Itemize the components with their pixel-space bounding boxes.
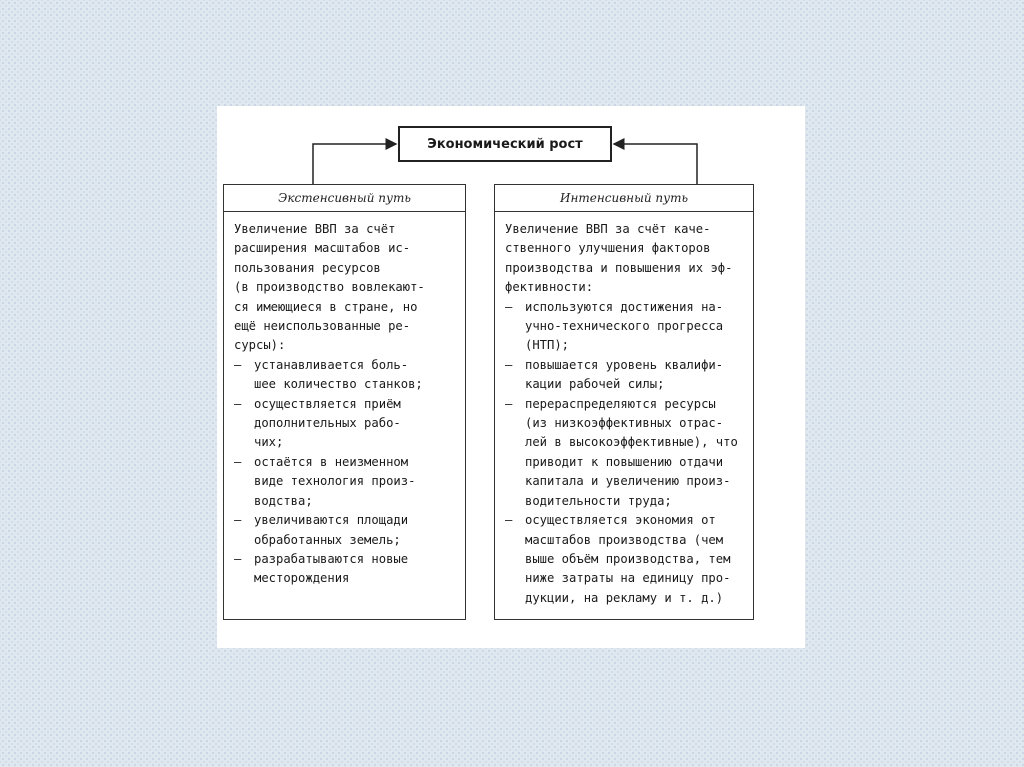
list-item: — увеличиваются площади — [234, 511, 459, 530]
bullet-dash: — — [505, 396, 513, 411]
list-item: — осуществляется приём — [234, 395, 459, 414]
extensive-path-column — [223, 184, 466, 620]
list-item-continuation: ниже затраты на единицу про- — [525, 571, 731, 586]
bullet-dash: — — [234, 454, 242, 469]
slide — [217, 106, 805, 648]
list-item-continuation: (НТП); — [525, 338, 570, 353]
intro-line: производства и повышения их эф- — [505, 260, 733, 275]
intro-line: ся имеющиеся в стране, но — [234, 299, 418, 314]
list-item-continuation: виде технология произ- — [254, 474, 416, 489]
list-item: — разрабатываются новые — [234, 550, 459, 569]
bullet-dash: — — [234, 551, 242, 566]
list-item: — перераспределяются ресурсы — [505, 395, 747, 414]
bullet-dash: — — [505, 299, 513, 314]
left-connector — [313, 144, 396, 184]
list-item: — устанавливается боль- — [234, 356, 459, 375]
list-item-continuation: выше объём производства, тем — [525, 551, 731, 566]
list-item-continuation: (из низкоэффективных отрас- — [525, 416, 724, 431]
bullet-dash: — — [234, 396, 242, 411]
intro-line: пользования ресурсов — [234, 260, 381, 275]
list-item-continuation: капитала и увеличению произ- — [525, 474, 731, 489]
list-item-continuation: лей в высокоэффективные), что — [525, 435, 738, 450]
bullet-dash: — — [505, 357, 513, 372]
intro-line: сурсы): — [234, 338, 286, 353]
list-item-continuation: обработанных земель; — [254, 532, 401, 547]
list-item-continuation: учно-технического прогресса — [525, 319, 724, 334]
intensive-path-column — [494, 184, 754, 620]
intensive-path-header: Интенсивный путь — [495, 185, 753, 212]
list-item-continuation: дополнительных рабо- — [254, 416, 401, 431]
intro-line: (в производство вовлекают- — [234, 280, 425, 295]
intro-line: ещё неиспользованные ре- — [234, 319, 411, 334]
list-item: — используются достижения на- — [505, 298, 747, 317]
intro-line: Увеличение ВВП за счёт каче- — [505, 222, 711, 236]
list-item-continuation: чих; — [254, 435, 284, 450]
bullet-dash: — — [234, 513, 242, 528]
list-item-continuation: кации рабочей силы; — [525, 377, 665, 392]
list-item: — осуществляется экономия от — [505, 511, 747, 530]
list-item-continuation: месторождения — [254, 571, 350, 586]
intensive-path-body — [495, 212, 753, 608]
list-item-continuation: приводит к повышению отдачи — [525, 454, 724, 469]
list-item-continuation: масштабов производства (чем — [525, 532, 724, 547]
list-item: — повышается уровень квалифи- — [505, 356, 747, 375]
list-item-continuation: водительности труда; — [525, 493, 672, 508]
list-item: — остаётся в неизменном — [234, 453, 459, 472]
right-connector — [614, 144, 697, 184]
bullet-dash: — — [505, 513, 513, 528]
economic-growth-diagram — [217, 106, 805, 648]
extensive-path-body — [224, 212, 465, 589]
intro-line: Увеличение ВВП за счёт — [234, 222, 396, 236]
bullet-dash: — — [234, 357, 242, 372]
intro-line: фективности: — [505, 280, 594, 295]
list-item-continuation: шее количество станков; — [254, 377, 423, 392]
intro-line: ственного улучшения факторов — [505, 241, 711, 256]
list-item-continuation: водства; — [254, 493, 313, 508]
list-item-continuation: дукции, на рекламу и т. д.) — [525, 590, 724, 605]
intro-line: расширения масштабов ис- — [234, 241, 411, 256]
diagram-title: Экономический рост — [398, 126, 612, 162]
extensive-path-header: Экстенсивный путь — [224, 185, 465, 212]
